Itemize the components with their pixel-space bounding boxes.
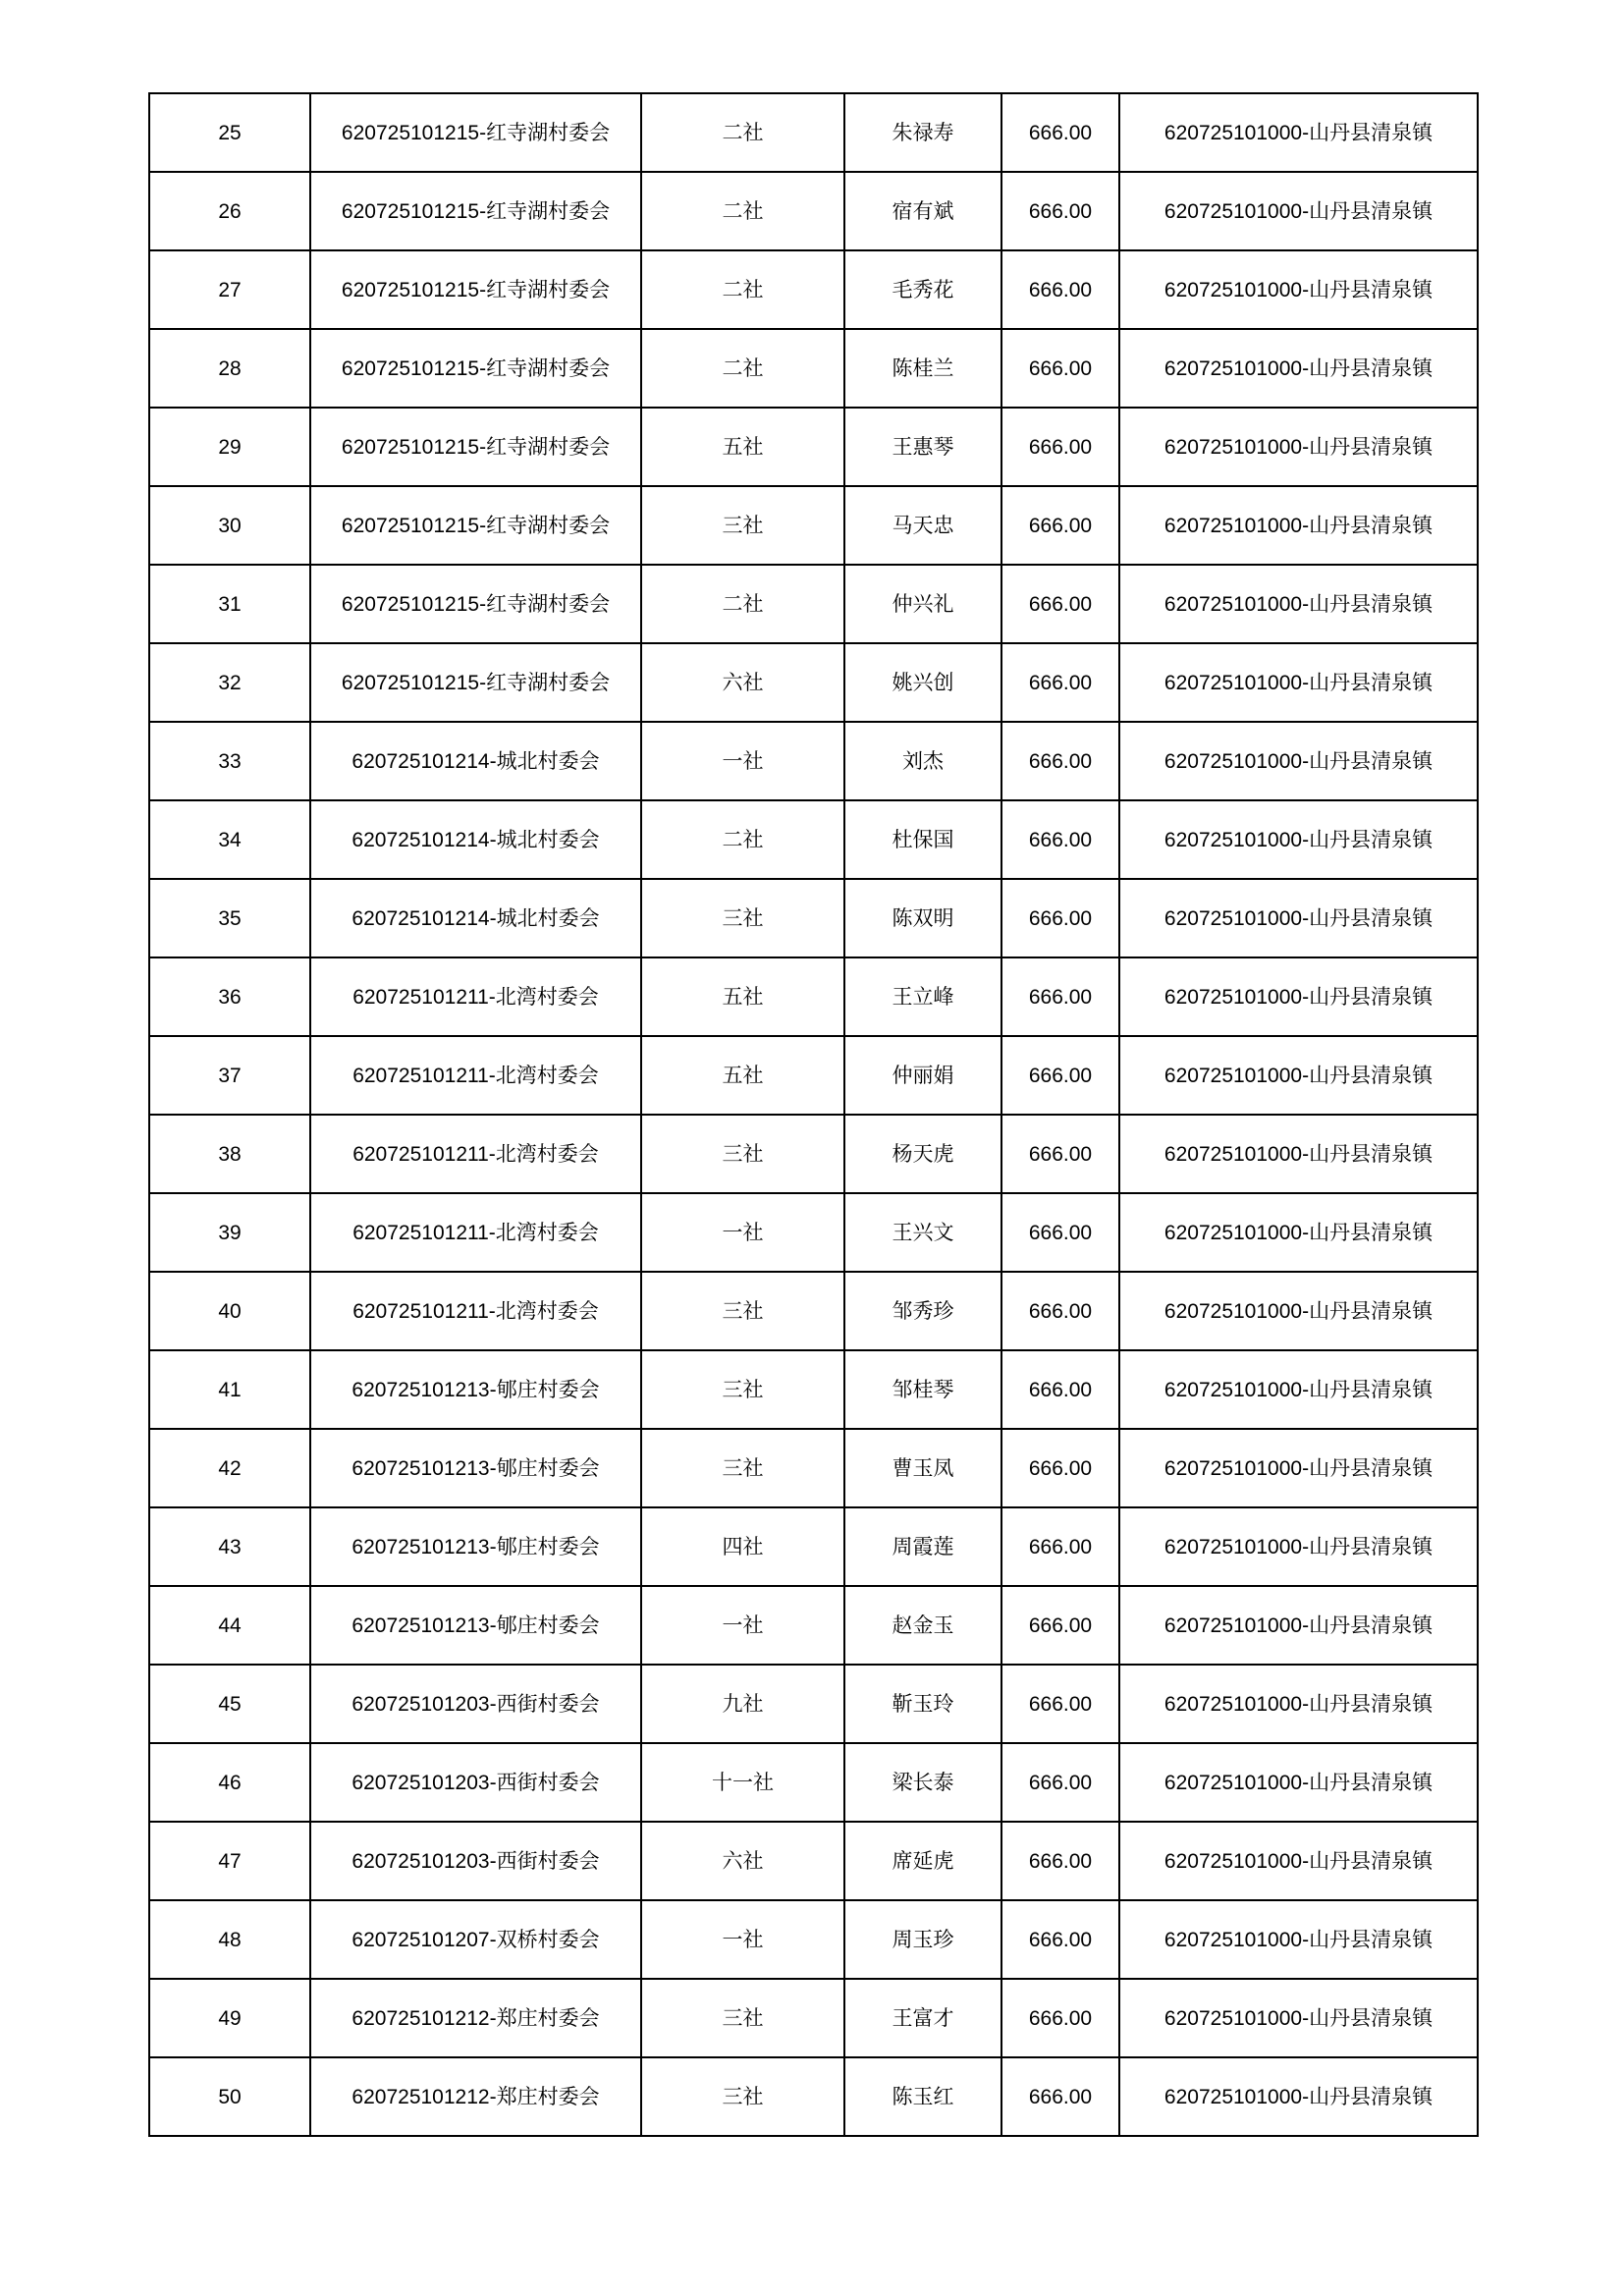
cell-town: 620725101000-山丹县清泉镇 xyxy=(1119,1665,1478,1743)
cell-sequence: 50 xyxy=(149,2057,310,2136)
table-row xyxy=(149,1586,1478,1665)
cell-sequence: 29 xyxy=(149,408,310,486)
cell-name: 马天忠 xyxy=(844,486,1001,565)
cell-village: 620725101211-北湾村委会 xyxy=(310,1036,641,1115)
cell-name: 毛秀花 xyxy=(844,250,1001,329)
cell-group: 二社 xyxy=(641,800,844,879)
cell-sequence: 30 xyxy=(149,486,310,565)
cell-village: 620725101212-郑庄村委会 xyxy=(310,2057,641,2136)
cell-town: 620725101000-山丹县清泉镇 xyxy=(1119,1036,1478,1115)
cell-village: 620725101203-西街村委会 xyxy=(310,1743,641,1822)
cell-sequence: 43 xyxy=(149,1507,310,1586)
cell-town: 620725101000-山丹县清泉镇 xyxy=(1119,2057,1478,2136)
table-row xyxy=(149,1115,1478,1193)
cell-village: 620725101215-红寺湖村委会 xyxy=(310,565,641,643)
cell-group: 三社 xyxy=(641,486,844,565)
cell-amount: 666.00 xyxy=(1001,1115,1119,1193)
cell-sequence: 32 xyxy=(149,643,310,722)
cell-group: 五社 xyxy=(641,1036,844,1115)
cell-amount: 666.00 xyxy=(1001,1036,1119,1115)
beneficiary-table xyxy=(148,92,1479,2137)
cell-name: 姚兴创 xyxy=(844,643,1001,722)
cell-name: 仲兴礼 xyxy=(844,565,1001,643)
table-row xyxy=(149,1507,1478,1586)
cell-town: 620725101000-山丹县清泉镇 xyxy=(1119,1115,1478,1193)
cell-amount: 666.00 xyxy=(1001,879,1119,957)
cell-town: 620725101000-山丹县清泉镇 xyxy=(1119,1743,1478,1822)
table-row xyxy=(149,957,1478,1036)
table-row xyxy=(149,643,1478,722)
cell-amount: 666.00 xyxy=(1001,1743,1119,1822)
cell-name: 王富才 xyxy=(844,1979,1001,2057)
cell-sequence: 34 xyxy=(149,800,310,879)
cell-amount: 666.00 xyxy=(1001,1822,1119,1900)
cell-sequence: 36 xyxy=(149,957,310,1036)
cell-amount: 666.00 xyxy=(1001,2057,1119,2136)
table-row xyxy=(149,879,1478,957)
cell-group: 二社 xyxy=(641,329,844,408)
cell-group: 十一社 xyxy=(641,1743,844,1822)
cell-village: 620725101215-红寺湖村委会 xyxy=(310,172,641,250)
cell-group: 六社 xyxy=(641,1822,844,1900)
table-row xyxy=(149,486,1478,565)
cell-village: 620725101215-红寺湖村委会 xyxy=(310,643,641,722)
cell-town: 620725101000-山丹县清泉镇 xyxy=(1119,408,1478,486)
cell-name: 杨天虎 xyxy=(844,1115,1001,1193)
table-row xyxy=(149,800,1478,879)
table-row xyxy=(149,1743,1478,1822)
cell-sequence: 39 xyxy=(149,1193,310,1272)
cell-amount: 666.00 xyxy=(1001,643,1119,722)
cell-sequence: 49 xyxy=(149,1979,310,2057)
cell-amount: 666.00 xyxy=(1001,1193,1119,1272)
cell-amount: 666.00 xyxy=(1001,93,1119,172)
cell-group: 二社 xyxy=(641,565,844,643)
cell-sequence: 38 xyxy=(149,1115,310,1193)
cell-village: 620725101214-城北村委会 xyxy=(310,879,641,957)
cell-group: 一社 xyxy=(641,722,844,800)
cell-amount: 666.00 xyxy=(1001,1665,1119,1743)
table-row xyxy=(149,172,1478,250)
document-page xyxy=(148,92,1477,2137)
cell-sequence: 44 xyxy=(149,1586,310,1665)
cell-town: 620725101000-山丹县清泉镇 xyxy=(1119,329,1478,408)
cell-amount: 666.00 xyxy=(1001,800,1119,879)
cell-amount: 666.00 xyxy=(1001,486,1119,565)
table-row xyxy=(149,565,1478,643)
cell-sequence: 31 xyxy=(149,565,310,643)
cell-village: 620725101213-郇庄村委会 xyxy=(310,1429,641,1507)
cell-village: 620725101211-北湾村委会 xyxy=(310,1115,641,1193)
cell-sequence: 27 xyxy=(149,250,310,329)
cell-sequence: 35 xyxy=(149,879,310,957)
cell-town: 620725101000-山丹县清泉镇 xyxy=(1119,172,1478,250)
cell-village: 620725101215-红寺湖村委会 xyxy=(310,408,641,486)
cell-sequence: 25 xyxy=(149,93,310,172)
cell-sequence: 28 xyxy=(149,329,310,408)
cell-town: 620725101000-山丹县清泉镇 xyxy=(1119,1586,1478,1665)
table-row xyxy=(149,1822,1478,1900)
cell-amount: 666.00 xyxy=(1001,1429,1119,1507)
cell-town: 620725101000-山丹县清泉镇 xyxy=(1119,565,1478,643)
cell-amount: 666.00 xyxy=(1001,1900,1119,1979)
cell-name: 周玉珍 xyxy=(844,1900,1001,1979)
cell-name: 赵金玉 xyxy=(844,1586,1001,1665)
table-row xyxy=(149,408,1478,486)
table-row xyxy=(149,1665,1478,1743)
cell-name: 邹桂琴 xyxy=(844,1350,1001,1429)
table-row xyxy=(149,1350,1478,1429)
cell-village: 620725101215-红寺湖村委会 xyxy=(310,93,641,172)
cell-group: 三社 xyxy=(641,879,844,957)
cell-name: 王惠琴 xyxy=(844,408,1001,486)
cell-town: 620725101000-山丹县清泉镇 xyxy=(1119,486,1478,565)
cell-group: 二社 xyxy=(641,172,844,250)
cell-name: 朱禄寿 xyxy=(844,93,1001,172)
cell-amount: 666.00 xyxy=(1001,1586,1119,1665)
cell-name: 陈玉红 xyxy=(844,2057,1001,2136)
table-row xyxy=(149,1900,1478,1979)
cell-amount: 666.00 xyxy=(1001,722,1119,800)
cell-name: 邹秀珍 xyxy=(844,1272,1001,1350)
cell-amount: 666.00 xyxy=(1001,329,1119,408)
table-row xyxy=(149,1193,1478,1272)
cell-village: 620725101211-北湾村委会 xyxy=(310,1193,641,1272)
cell-name: 刘杰 xyxy=(844,722,1001,800)
table-row xyxy=(149,1272,1478,1350)
cell-village: 620725101212-郑庄村委会 xyxy=(310,1979,641,2057)
cell-village: 620725101213-郇庄村委会 xyxy=(310,1586,641,1665)
table-row xyxy=(149,1036,1478,1115)
cell-village: 620725101215-红寺湖村委会 xyxy=(310,486,641,565)
cell-name: 周霞莲 xyxy=(844,1507,1001,1586)
cell-name: 席延虎 xyxy=(844,1822,1001,1900)
cell-town: 620725101000-山丹县清泉镇 xyxy=(1119,250,1478,329)
cell-group: 一社 xyxy=(641,1193,844,1272)
cell-village: 620725101215-红寺湖村委会 xyxy=(310,250,641,329)
cell-name: 陈双明 xyxy=(844,879,1001,957)
cell-sequence: 40 xyxy=(149,1272,310,1350)
cell-name: 梁长泰 xyxy=(844,1743,1001,1822)
cell-amount: 666.00 xyxy=(1001,250,1119,329)
cell-town: 620725101000-山丹县清泉镇 xyxy=(1119,93,1478,172)
cell-name: 靳玉玲 xyxy=(844,1665,1001,1743)
cell-group: 三社 xyxy=(641,1350,844,1429)
cell-sequence: 48 xyxy=(149,1900,310,1979)
cell-town: 620725101000-山丹县清泉镇 xyxy=(1119,1429,1478,1507)
cell-town: 620725101000-山丹县清泉镇 xyxy=(1119,643,1478,722)
cell-village: 620725101211-北湾村委会 xyxy=(310,957,641,1036)
cell-town: 620725101000-山丹县清泉镇 xyxy=(1119,1193,1478,1272)
cell-group: 三社 xyxy=(641,1979,844,2057)
cell-village: 620725101214-城北村委会 xyxy=(310,722,641,800)
cell-group: 二社 xyxy=(641,93,844,172)
cell-amount: 666.00 xyxy=(1001,1507,1119,1586)
cell-group: 三社 xyxy=(641,1115,844,1193)
cell-group: 三社 xyxy=(641,1429,844,1507)
cell-sequence: 41 xyxy=(149,1350,310,1429)
table-row xyxy=(149,2057,1478,2136)
cell-name: 宿有斌 xyxy=(844,172,1001,250)
table-row xyxy=(149,329,1478,408)
cell-sequence: 45 xyxy=(149,1665,310,1743)
cell-town: 620725101000-山丹县清泉镇 xyxy=(1119,1822,1478,1900)
cell-village: 620725101215-红寺湖村委会 xyxy=(310,329,641,408)
cell-sequence: 26 xyxy=(149,172,310,250)
cell-sequence: 33 xyxy=(149,722,310,800)
cell-group: 六社 xyxy=(641,643,844,722)
cell-town: 620725101000-山丹县清泉镇 xyxy=(1119,1272,1478,1350)
cell-town: 620725101000-山丹县清泉镇 xyxy=(1119,1350,1478,1429)
cell-town: 620725101000-山丹县清泉镇 xyxy=(1119,879,1478,957)
cell-village: 620725101203-西街村委会 xyxy=(310,1665,641,1743)
cell-name: 陈桂兰 xyxy=(844,329,1001,408)
table-row xyxy=(149,1979,1478,2057)
cell-village: 620725101211-北湾村委会 xyxy=(310,1272,641,1350)
cell-group: 一社 xyxy=(641,1586,844,1665)
cell-name: 仲丽娟 xyxy=(844,1036,1001,1115)
cell-amount: 666.00 xyxy=(1001,408,1119,486)
cell-name: 王兴文 xyxy=(844,1193,1001,1272)
cell-name: 王立峰 xyxy=(844,957,1001,1036)
cell-sequence: 42 xyxy=(149,1429,310,1507)
cell-sequence: 46 xyxy=(149,1743,310,1822)
cell-village: 620725101213-郇庄村委会 xyxy=(310,1350,641,1429)
cell-sequence: 37 xyxy=(149,1036,310,1115)
cell-group: 五社 xyxy=(641,408,844,486)
cell-name: 曹玉凤 xyxy=(844,1429,1001,1507)
table-body xyxy=(149,93,1478,2136)
table-row xyxy=(149,1429,1478,1507)
cell-sequence: 47 xyxy=(149,1822,310,1900)
cell-town: 620725101000-山丹县清泉镇 xyxy=(1119,722,1478,800)
cell-village: 620725101203-西街村委会 xyxy=(310,1822,641,1900)
cell-amount: 666.00 xyxy=(1001,172,1119,250)
cell-village: 620725101213-郇庄村委会 xyxy=(310,1507,641,1586)
cell-village: 620725101207-双桥村委会 xyxy=(310,1900,641,1979)
cell-town: 620725101000-山丹县清泉镇 xyxy=(1119,1900,1478,1979)
table-row xyxy=(149,722,1478,800)
cell-town: 620725101000-山丹县清泉镇 xyxy=(1119,1979,1478,2057)
cell-village: 620725101214-城北村委会 xyxy=(310,800,641,879)
cell-amount: 666.00 xyxy=(1001,957,1119,1036)
table-row xyxy=(149,93,1478,172)
cell-group: 一社 xyxy=(641,1900,844,1979)
cell-group: 五社 xyxy=(641,957,844,1036)
cell-amount: 666.00 xyxy=(1001,1979,1119,2057)
cell-group: 二社 xyxy=(641,250,844,329)
cell-group: 三社 xyxy=(641,2057,844,2136)
table-row xyxy=(149,250,1478,329)
cell-amount: 666.00 xyxy=(1001,1272,1119,1350)
cell-town: 620725101000-山丹县清泉镇 xyxy=(1119,957,1478,1036)
cell-amount: 666.00 xyxy=(1001,1350,1119,1429)
cell-town: 620725101000-山丹县清泉镇 xyxy=(1119,800,1478,879)
cell-town: 620725101000-山丹县清泉镇 xyxy=(1119,1507,1478,1586)
cell-name: 杜保国 xyxy=(844,800,1001,879)
cell-group: 九社 xyxy=(641,1665,844,1743)
cell-group: 四社 xyxy=(641,1507,844,1586)
cell-amount: 666.00 xyxy=(1001,565,1119,643)
cell-group: 三社 xyxy=(641,1272,844,1350)
